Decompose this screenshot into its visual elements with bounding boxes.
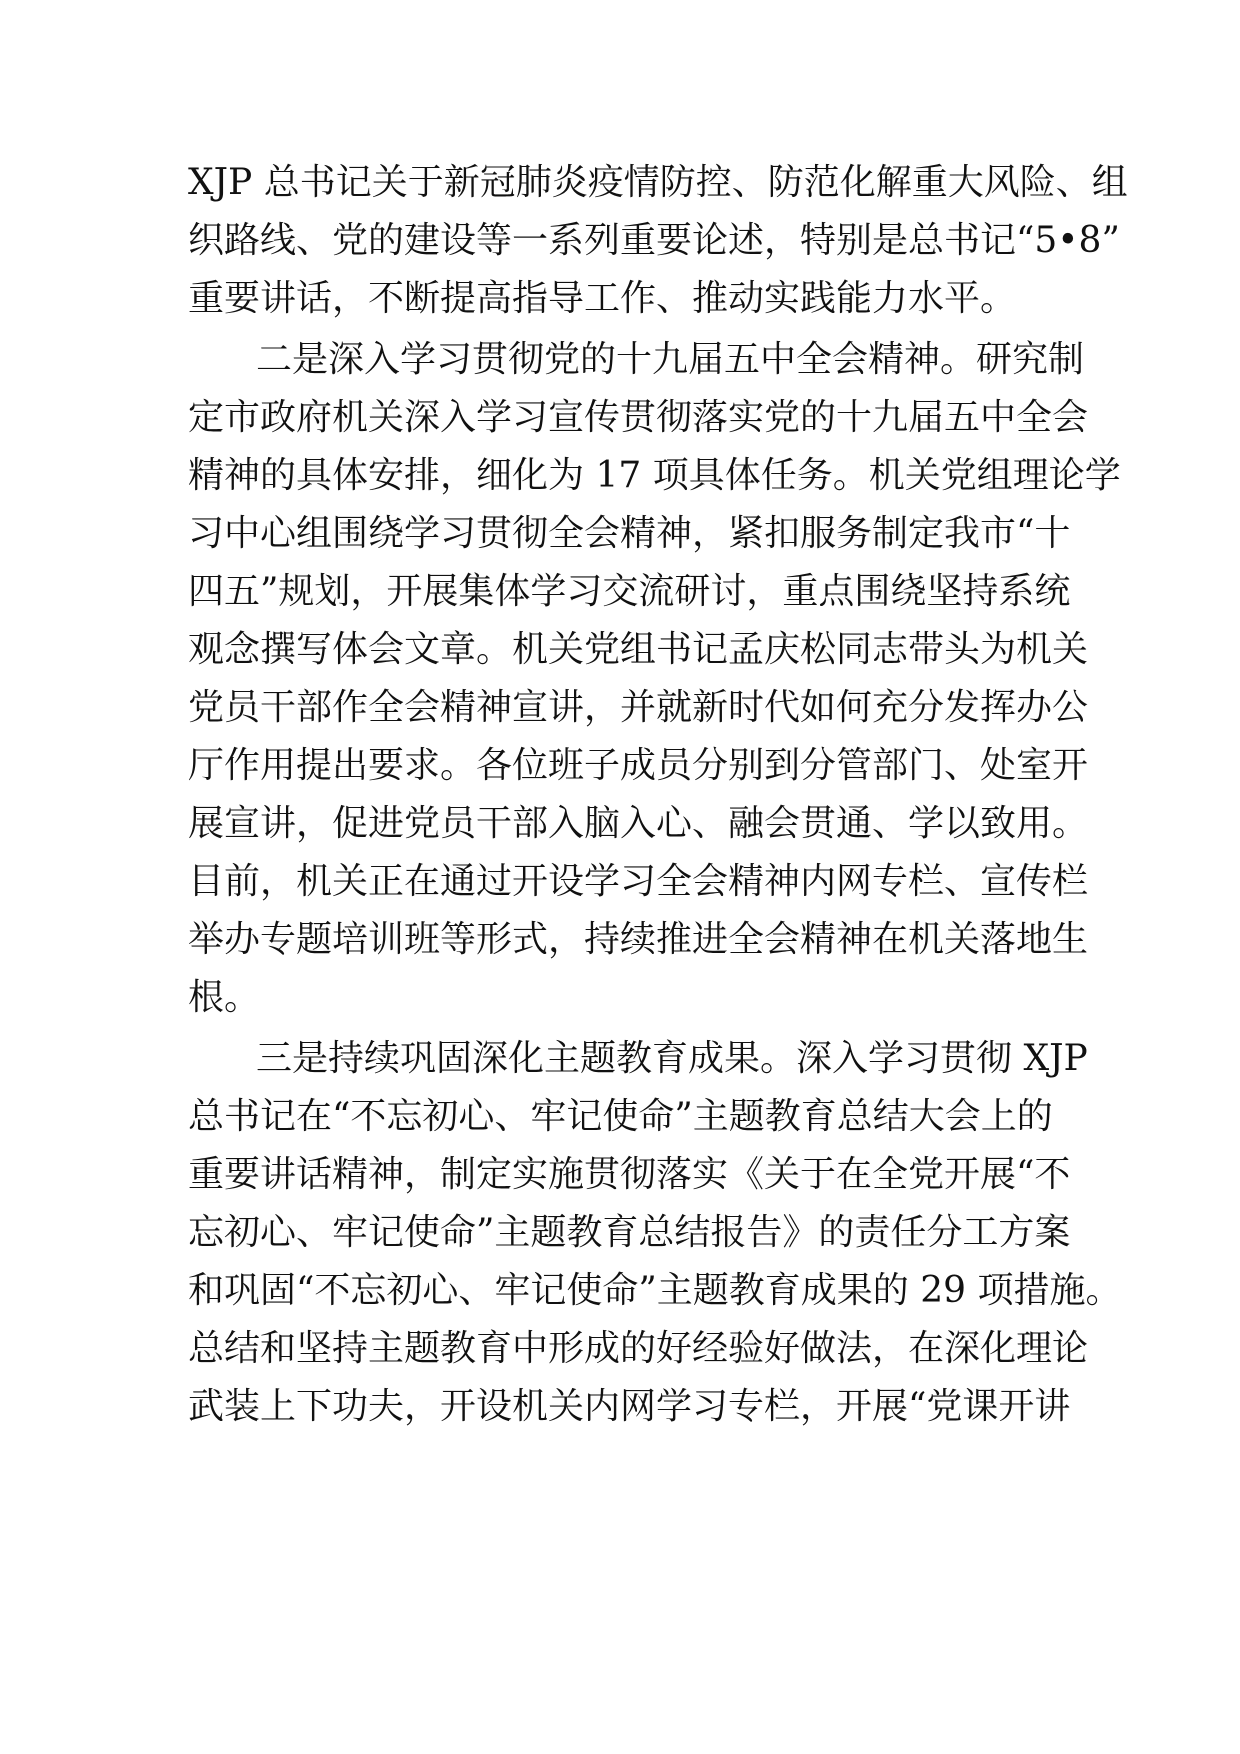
text-line: 举办专题培训班等形式，持续推进全会精神在机关落地生 (188, 919, 1089, 960)
text-line: 四五”规划，开展集体学习交流研讨，重点围绕坚持系统 (188, 571, 1071, 612)
text-line: 重要讲话精神，制定实施贯彻落实《关于在全党开展“不 (188, 1154, 1071, 1195)
text-line: 武装上下功夫，开设机关内网学习专栏，开展“党课开讲 (188, 1386, 1071, 1427)
text-line: XJP 总书记关于新冠肺炎疫情防控、防范化解重大风险、组 (188, 162, 1128, 203)
text-line: 精神的具体安排，细化为 17 项具体任务。机关党组理论学 (188, 455, 1121, 496)
paragraph-first-line: 二是深入学习贯彻党的十九届五中全会精神。研究制 (256, 339, 1085, 380)
paragraph-first-line: 三是持续巩固深化主题教育成果。深入学习贯彻 XJP (256, 1038, 1088, 1079)
text-line: 习中心组围绕学习贯彻全会精神，紧扣服务制定我市“十 (188, 513, 1071, 554)
text-line: 观念撰写体会文章。机关党组书记孟庆松同志带头为机关 (188, 629, 1089, 670)
text-line: 总结和坚持主题教育中形成的好经验好做法，在深化理论 (188, 1328, 1089, 1369)
text-line: 总书记在“不忘初心、牢记使命”主题教育总结大会上的 (188, 1096, 1053, 1137)
text-line: 定市政府机关深入学习宣传贯彻落实党的十九届五中全会 (188, 397, 1089, 438)
text-line: 忘初心、牢记使命”主题教育总结报告》的责任分工方案 (188, 1212, 1071, 1253)
text-line: 织路线、党的建设等一系列重要论述，特别是总书记“5•8” (188, 220, 1120, 261)
text-line: 目前，机关正在通过开设学习全会精神内网专栏、宣传栏 (188, 861, 1089, 902)
text-line: 根。 (188, 977, 261, 1018)
text-line: 重要讲话，不断提高指导工作、推动实践能力水平。 (188, 278, 1017, 319)
text-line: 展宣讲，促进党员干部入脑入心、融会贯通、学以致用。 (188, 803, 1089, 844)
text-line: 和巩固“不忘初心、牢记使命”主题教育成果的 29 项措施。 (188, 1270, 1122, 1311)
text-line: 厅作用提出要求。各位班子成员分别到分管部门、处室开 (188, 745, 1089, 786)
text-line: 党员干部作全会精神宣讲，并就新时代如何充分发挥办公 (188, 687, 1089, 728)
